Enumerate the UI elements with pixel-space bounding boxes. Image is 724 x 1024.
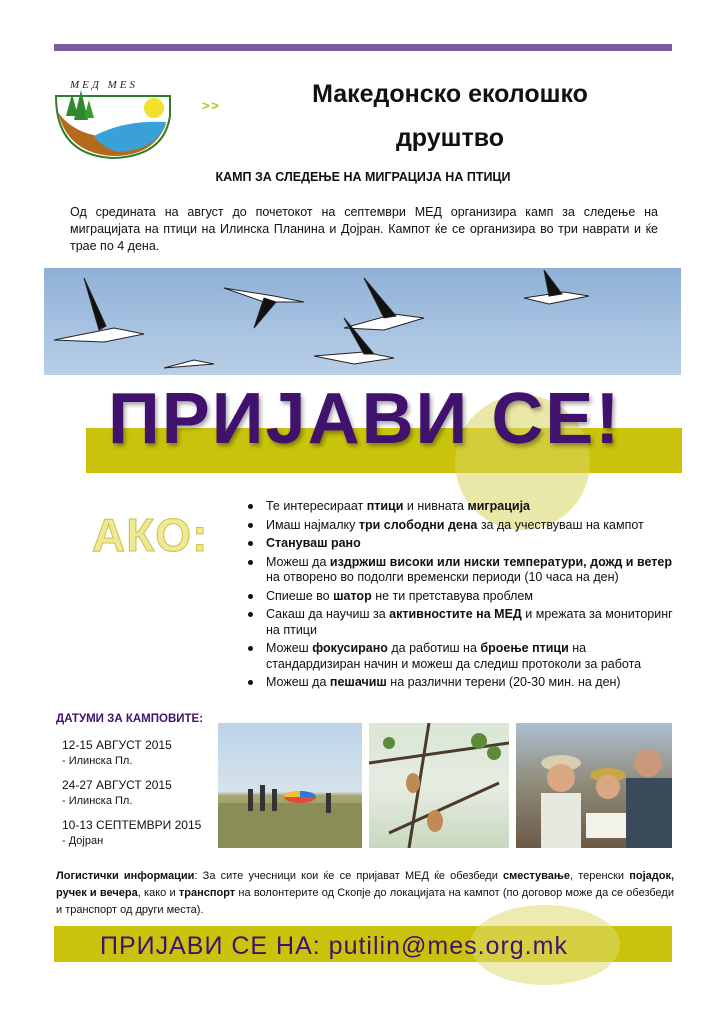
dates-heading: ДАТУМИ ЗА КАМПОВИТЕ: [56, 713, 204, 725]
camp-date: 24-27 АВГУСТ 2015 [62, 778, 172, 792]
org-title [240, 72, 660, 160]
birdwatchers-photo [218, 723, 362, 848]
camp-date: 12-15 АВГУСТ 2015 [62, 738, 172, 752]
list-item: Можеш да пешачиш на различни терени (20-30 мин. на ден) [246, 675, 676, 691]
if-heading: АКО: [92, 509, 209, 561]
logo-text: МЕД MES [70, 79, 139, 91]
camp-location: - Илинска Пл. [62, 795, 133, 807]
camp-date: 10-13 СЕПТЕМВРИ 2015 [62, 818, 202, 832]
camp-title: КАМП ЗА СЛЕДЕЊЕ НА МИГРАЦИЈА НА ПТИЦИ [215, 170, 511, 184]
list-item: Можеш фокусирано да работиш на броење птици на стандардизиран начин и можеш да следиш протоколи за работа [246, 641, 676, 672]
hoopoe-illustration [369, 723, 509, 848]
intro-paragraph: Од средината на август до почетокот на септември МЕД организира камп за следење на миграцијата на птици на Илинска Планина и Дојран. Кампот ќе се организира во три наврати и ќе трае по 4 дена. [70, 205, 658, 253]
signup-headline: ПРИЈАВИ СЕ! [108, 379, 622, 459]
birdwatchers-illustration [218, 723, 362, 848]
hoopoe-photo [369, 723, 509, 848]
org-title-line1: Македонско еколошко [312, 80, 588, 108]
list-item: Сакаш да научиш за активностите на МЕД и мрежата за мониторинг на птици [246, 607, 676, 638]
storks-illustration [44, 268, 681, 375]
list-item: Спиеше во шатор не ти претставува проблем [246, 589, 676, 605]
participants-illustration [516, 723, 672, 848]
criteria-list [246, 499, 676, 694]
storks-photo [44, 268, 681, 375]
camp-location: - Дојран [62, 835, 104, 847]
participants-photo [516, 723, 672, 848]
double-arrow-icon: > > [202, 98, 218, 113]
camp-location: - Илинска Пл. [62, 755, 133, 767]
list-item: Те интересираат птици и нивната миграција [246, 499, 676, 515]
list-item: Стануваш рано [246, 536, 676, 552]
org-title-line2: друштво [395, 124, 505, 152]
list-item: Имаш најмалку три слободни дена за да учествуваш на кампот [246, 518, 676, 534]
top-divider [54, 44, 672, 51]
list-item: Можеш да издржиш високи или ниски температури, дожд и ветер на отворено во подолги временски периоди (10 часа на ден) [246, 555, 676, 586]
logistics-paragraph: Логистички информации: За сите учесници кои ќе се пријават МЕД ќе обезбеди сместување, теренски појадок, ручек и вечера, како и транспорт на волонтерите од Скопје до локацијата на кампот (по договор може да се обезбеди и транспорт од други места). [56, 870, 675, 916]
signup-email[interactable]: ПРИЈАВИ СЕ НА: putilin@mes.org.mk [100, 932, 568, 960]
